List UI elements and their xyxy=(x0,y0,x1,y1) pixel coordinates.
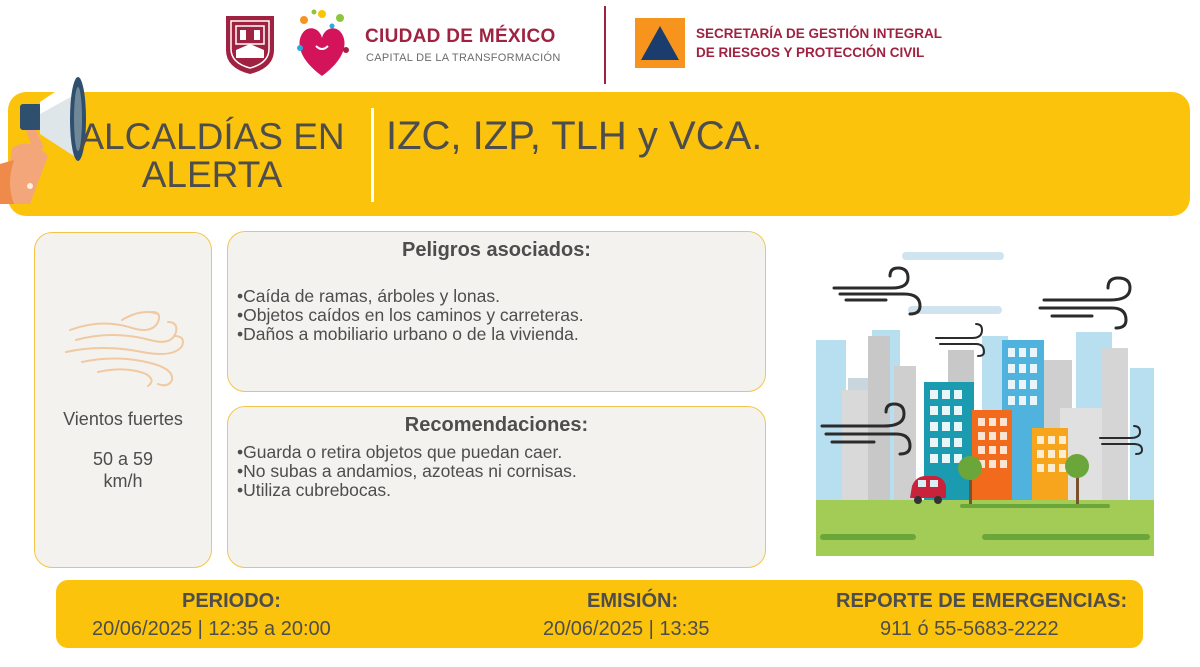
list-item: • Daños a mobiliario urbano o de la vivienda. xyxy=(237,325,584,344)
hazards-list xyxy=(237,287,584,344)
cdmx-crest-logo xyxy=(222,12,278,76)
recommendations-list xyxy=(237,443,577,500)
agency-name-line1: SECRETARÍA DE GESTIÓN INTEGRAL xyxy=(696,26,943,41)
header-divider xyxy=(604,6,606,84)
alert-boroughs: IZC, IZP, TLH y VCA. xyxy=(386,114,763,158)
emergency-label: REPORTE DE EMERGENCIAS: xyxy=(836,590,1128,612)
period-value: 20/06/2025 | 12:35 a 20:00 xyxy=(92,618,331,640)
agency-name-line2: DE RIESGOS Y PROTECCIÓN CIVIL xyxy=(696,45,925,60)
phenomenon-panel xyxy=(34,232,212,568)
hazards-title: Peligros asociados: xyxy=(402,239,591,261)
alert-label: ALCALDÍAS EN ALERTA xyxy=(79,116,345,195)
list-item: • Utiliza cubrebocas. xyxy=(237,481,577,500)
list-item: • No subas a andamios, azoteas ni cornisas. xyxy=(237,462,577,481)
list-item: • Objetos caídos en los caminos y carreteras. xyxy=(237,306,584,325)
city-title: CIUDAD DE MÉXICO xyxy=(365,26,556,47)
list-item: • Caída de ramas, árboles y lonas. xyxy=(237,287,584,306)
windy-city-illustration xyxy=(812,240,1156,556)
wind-speed xyxy=(34,448,212,492)
wind-icon xyxy=(62,300,192,390)
issued-value: 20/06/2025 | 13:35 xyxy=(543,618,710,640)
list-item: • Guarda o retira objetos que puedan caer. xyxy=(237,443,577,462)
period-label: PERIODO: xyxy=(182,590,281,612)
banner-divider xyxy=(371,108,374,202)
recommendations-title: Recomendaciones: xyxy=(404,414,589,436)
issued-label: EMISIÓN: xyxy=(587,590,679,612)
civil-protection-logo xyxy=(635,18,685,68)
emergency-phone: 911 ó 55-5683-2222 xyxy=(880,618,1059,640)
wind-speed-text: 50 a 59 km/h xyxy=(92,449,154,491)
heart-logo xyxy=(292,6,352,82)
phenomenon-title: Vientos fuertes xyxy=(63,409,183,429)
city-subtitle: CAPITAL DE LA TRANSFORMACIÓN xyxy=(366,52,561,64)
